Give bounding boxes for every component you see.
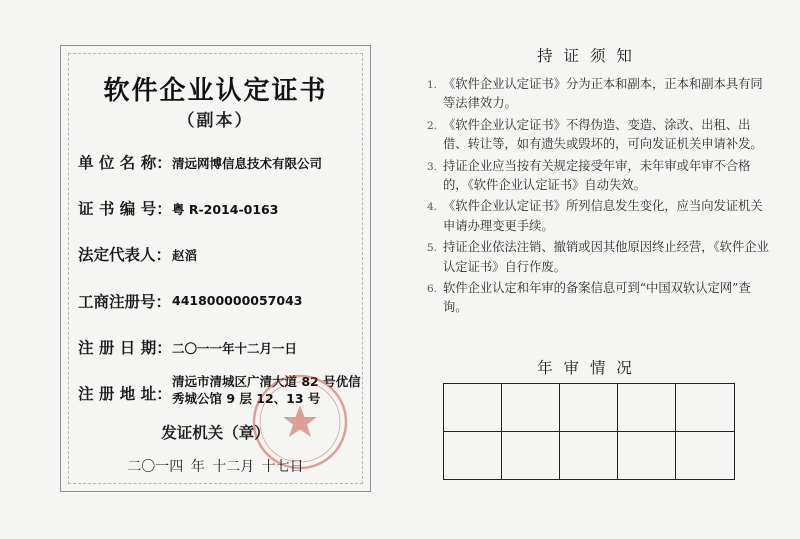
registration-date-label: 注 册 日 期： xyxy=(78,339,172,357)
note-number: 1. xyxy=(427,79,438,91)
note-item xyxy=(427,279,773,317)
note-text: 持证企业依法注销、撤销或因其他原因终止经营，《软件企业认定证书》自行作废。 xyxy=(443,240,769,274)
note-item xyxy=(427,116,773,154)
company-name-value: 清远网博信息技术有限公司 xyxy=(172,156,323,171)
company-name-label: 单 位 名 称： xyxy=(78,154,172,172)
annual-review-title: 年 审 情 况 xyxy=(537,359,635,377)
annual-review-grid xyxy=(443,383,735,480)
notes-list xyxy=(427,75,773,320)
review-cell xyxy=(676,384,734,432)
review-cell xyxy=(444,432,502,480)
note-text: 软件企业认定和年审的备案信息可到“中国双软认定网”查询。 xyxy=(443,281,751,315)
note-item xyxy=(427,157,773,195)
note-item xyxy=(427,197,773,235)
business-registration-value: 441800000057043 xyxy=(172,293,303,308)
note-number: 3. xyxy=(427,160,438,173)
review-cell xyxy=(618,384,676,432)
review-cell xyxy=(502,432,560,480)
review-cell xyxy=(618,432,676,480)
review-cell xyxy=(502,384,560,432)
certificate-number-value: 粤 R-2014-0163 xyxy=(172,202,279,217)
certificate-title: 软件企业认定证书 xyxy=(103,76,328,106)
note-text: 持证企业应当按有关规定接受年审，未年审或年审不合格的，《软件企业认定证书》自动失效。 xyxy=(443,158,751,193)
notes-title: 持 证 须 知 xyxy=(537,47,635,65)
note-text: 《软件企业认定证书》不得伪造、变造、涂改、出租、出借、转让等，如有遗失或毁坏的，可向发证机关申请补发。 xyxy=(443,117,763,152)
note-number: 2. xyxy=(427,119,438,132)
certificate-number-label: 证 书 编 号： xyxy=(78,200,172,218)
registration-date-value: 二〇一一年十二月一日 xyxy=(172,341,298,356)
review-cell xyxy=(560,432,618,480)
note-text: 《软件企业认定证书》所列信息发生变化，应当向发证机关申请办理变更手续。 xyxy=(443,199,763,233)
registered-address-value: 清远市清城区广清大道 82 号优信秀城公馆 9 层 12、13 号 xyxy=(172,374,361,406)
review-cell xyxy=(676,432,734,480)
registered-address-label: 注 册 地 址： xyxy=(78,385,172,403)
note-number: 6. xyxy=(427,283,438,296)
issue-date: 二〇一四 年 十二月 十七日 xyxy=(127,459,304,475)
business-registration-label: 工商注册号： xyxy=(78,293,172,311)
review-cell xyxy=(444,384,502,432)
legal-representative-label: 法定代表人： xyxy=(78,246,172,264)
note-item xyxy=(427,75,773,113)
issuing-authority: 发证机关（章） xyxy=(161,424,270,442)
certificate-subtitle: （副本） xyxy=(177,111,254,131)
note-text: 《软件企业认定证书》分为正本和副本，正本和副本具有同等法律效力。 xyxy=(443,77,763,111)
note-number: 5. xyxy=(427,242,438,255)
note-item xyxy=(427,238,773,276)
review-cell xyxy=(560,384,618,432)
legal-representative-value: 赵滔 xyxy=(172,248,198,263)
note-number: 4. xyxy=(427,201,438,214)
